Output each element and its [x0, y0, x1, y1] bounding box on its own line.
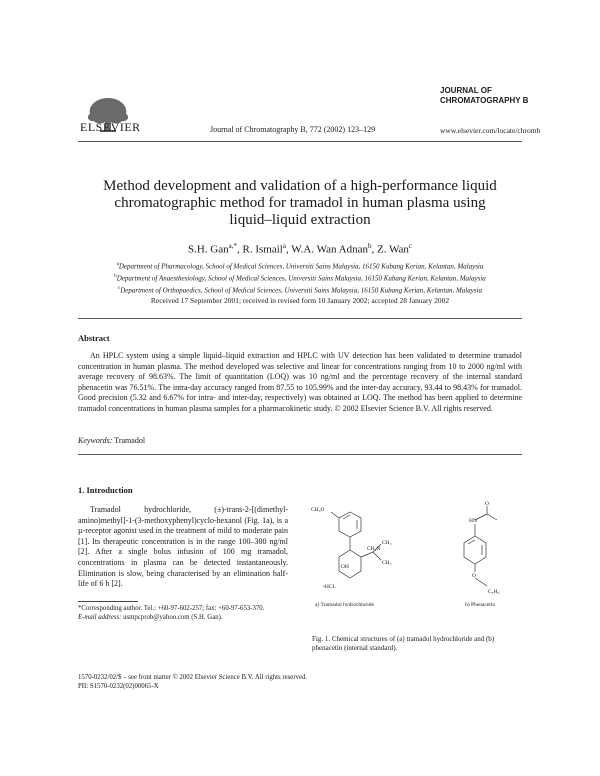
affiliation [80, 272, 520, 284]
publisher-name: ELSEVIER [80, 120, 141, 134]
journal-name [440, 86, 560, 106]
journal-name-line: JOURNAL OF [440, 86, 492, 95]
affiliation-sup: c [117, 285, 121, 291]
journal-url[interactable]: www.elsevier.com/locate/chromb [440, 126, 541, 135]
author-name: S.H. Gan [187, 243, 229, 256]
abstract-heading: Abstract [78, 333, 110, 343]
title-line: Method development and validation of a high-performance liquid [103, 178, 497, 194]
benzene-ring-a [339, 512, 361, 537]
email-label: E-mail address: [78, 614, 122, 621]
aminomethyl-bond [361, 552, 373, 557]
figure-caption: Fig. 1. Chemical structures of (a) tramadol hydrochloride and (b) phenacetin (internal standard). [312, 635, 495, 652]
acetyl-bond [487, 514, 497, 520]
title-line: chromatographic method for tramadol in human plasma using [114, 195, 486, 211]
atom-label: C₂H₅ [488, 589, 500, 595]
keywords-value: Tramadol [114, 436, 146, 445]
affiliation-sup: a [116, 262, 119, 267]
atom-label: CH₃ [382, 560, 392, 566]
atom-label: OH [341, 564, 349, 570]
email-address[interactable]: usmpcprob@yahoo.com (S.H. Gan). [123, 614, 223, 621]
atom-label: O [485, 501, 489, 507]
corresponding-footnote [78, 604, 288, 622]
affiliation [80, 260, 520, 272]
affiliation-text: Department of Anaesthesiology, School of Medical Sciences, Universiti Sains Malaysia, 16150 Kubang Kerian, Kelantan, Malaysia [116, 274, 486, 283]
atom-label: CH₃O [311, 507, 325, 513]
author-sup: c [408, 242, 412, 250]
title-divider [78, 318, 522, 319]
copyright-footer [78, 673, 307, 691]
structure-label-b: b) Phenacetin [465, 602, 496, 608]
tramadol-structure [331, 512, 381, 578]
author-sup: b [367, 242, 372, 250]
author-name: Z. Wan [376, 243, 409, 256]
paper-title [90, 178, 510, 229]
section-heading: 1. Introduction [78, 485, 133, 495]
ethyl-bond [475, 578, 487, 586]
affiliation [80, 284, 520, 296]
journal-reference: Journal of Chromatography B, 772 (2002) 123–129 [210, 125, 376, 134]
chemical-structures-figure [305, 500, 530, 610]
affiliation-text: Department of Orthopaedics, School of Medical Sciences, Universiti Sains Malaysia, 16150 Kubang Kerian, Kelantan, Malaysia [120, 285, 483, 294]
atom-label: CH₂N [367, 546, 381, 552]
structure-label-a: a) Tramadol hydrochloride [315, 602, 374, 608]
author-sup: a [282, 242, 286, 250]
received-dates: Received 17 September 2001; received in revised form 10 January 2002; accepted 28 January 2002 [150, 296, 450, 305]
keywords-label: Keywords: [78, 436, 113, 445]
footnote-email [78, 613, 288, 622]
author-list: S.H. Gan$^{a,*}$, R. Ismail$^a$, W.A. Wan Adnan$^b$, Z. Wan$^c$ [187, 242, 412, 256]
methoxy-bond [331, 512, 339, 518]
introduction-body: Tramadol hydrochloride, (±)-trans-2-[(dimethyl-amino)methyl]-1-(3-methoxyphenyl)cyclo-hexanol (Fig. 1a), is a µ-receptor agonist used in the treatment of mild to moderate pain [1]. Its therapeutic concentration is in the range 100–300 ng/ml [2]. After a single bolus infusion of 100 mg tramadol, concentrations in plasma can be detected instantaneously. Elimination is slow, being characterised by an elimination half-life of 6 h [2]. [78, 505, 288, 589]
author-name: W.A. Wan Adnan [291, 243, 368, 256]
methyl-bond [373, 552, 381, 560]
affiliation-text: Department of Pharmacology, School of Medical Sciences, Universiti Sains Malaysia, 16150 Kubang Kerian, Kelantan, Malaysia [118, 262, 484, 271]
footnote-divider [78, 601, 138, 602]
atom-label: HN [469, 518, 477, 524]
pii-line: PII: S1570-0232(02)00065-X [78, 683, 159, 690]
abstract-body: An HPLC system using a simple liquid–liquid extraction and HPLC with UV detection has been validated to determine tramadol concentration in human plasma. The method developed was selective and linear for concentrations ranging from 10 to 2000 ng/ml with average recovery of 98.63%. The limit of quantitation (LOQ) was 10 ng/ml and the percentage recovery of the internal standard phenacetin was 76.51%. The intra-day accuracy ranged from 87.55 to 105.99% and the inter-day accuracy, 93.44 to 98.43% for tramadol. Good precision (5.32 and 6.67% for intra- and inter-day, respectively) was obtained at LOQ. The method has been applied to determine tramadol concentrations in human plasma samples for a pharmacokinetic study. © 2002 Elsevier Science B.V. All rights reserved. [78, 351, 522, 413]
title-line: liquid–liquid extraction [229, 212, 371, 228]
atom-label: •HCL [323, 584, 336, 590]
atom-label: CH₃ [382, 540, 392, 546]
abstract-divider [78, 454, 522, 455]
copyright-line: 1570-0232/02/$ – see front matter © 2002 Elsevier Science B.V. All rights reserved. [78, 674, 308, 681]
ring-bond [468, 540, 475, 544]
author-sup: a,* [228, 242, 237, 250]
header-divider [78, 141, 522, 142]
atom-label: O [472, 573, 476, 579]
keywords [78, 436, 145, 445]
affiliations [80, 260, 520, 295]
journal-name-line: CHROMATOGRAPHY B [440, 96, 529, 105]
affiliation-sup: b [114, 273, 117, 279]
footnote-contact: *Corresponding author. Tel.: +60-97-602-257; fax: +60-97-653-370. [78, 605, 265, 612]
author-name: R. Ismail [242, 243, 283, 256]
